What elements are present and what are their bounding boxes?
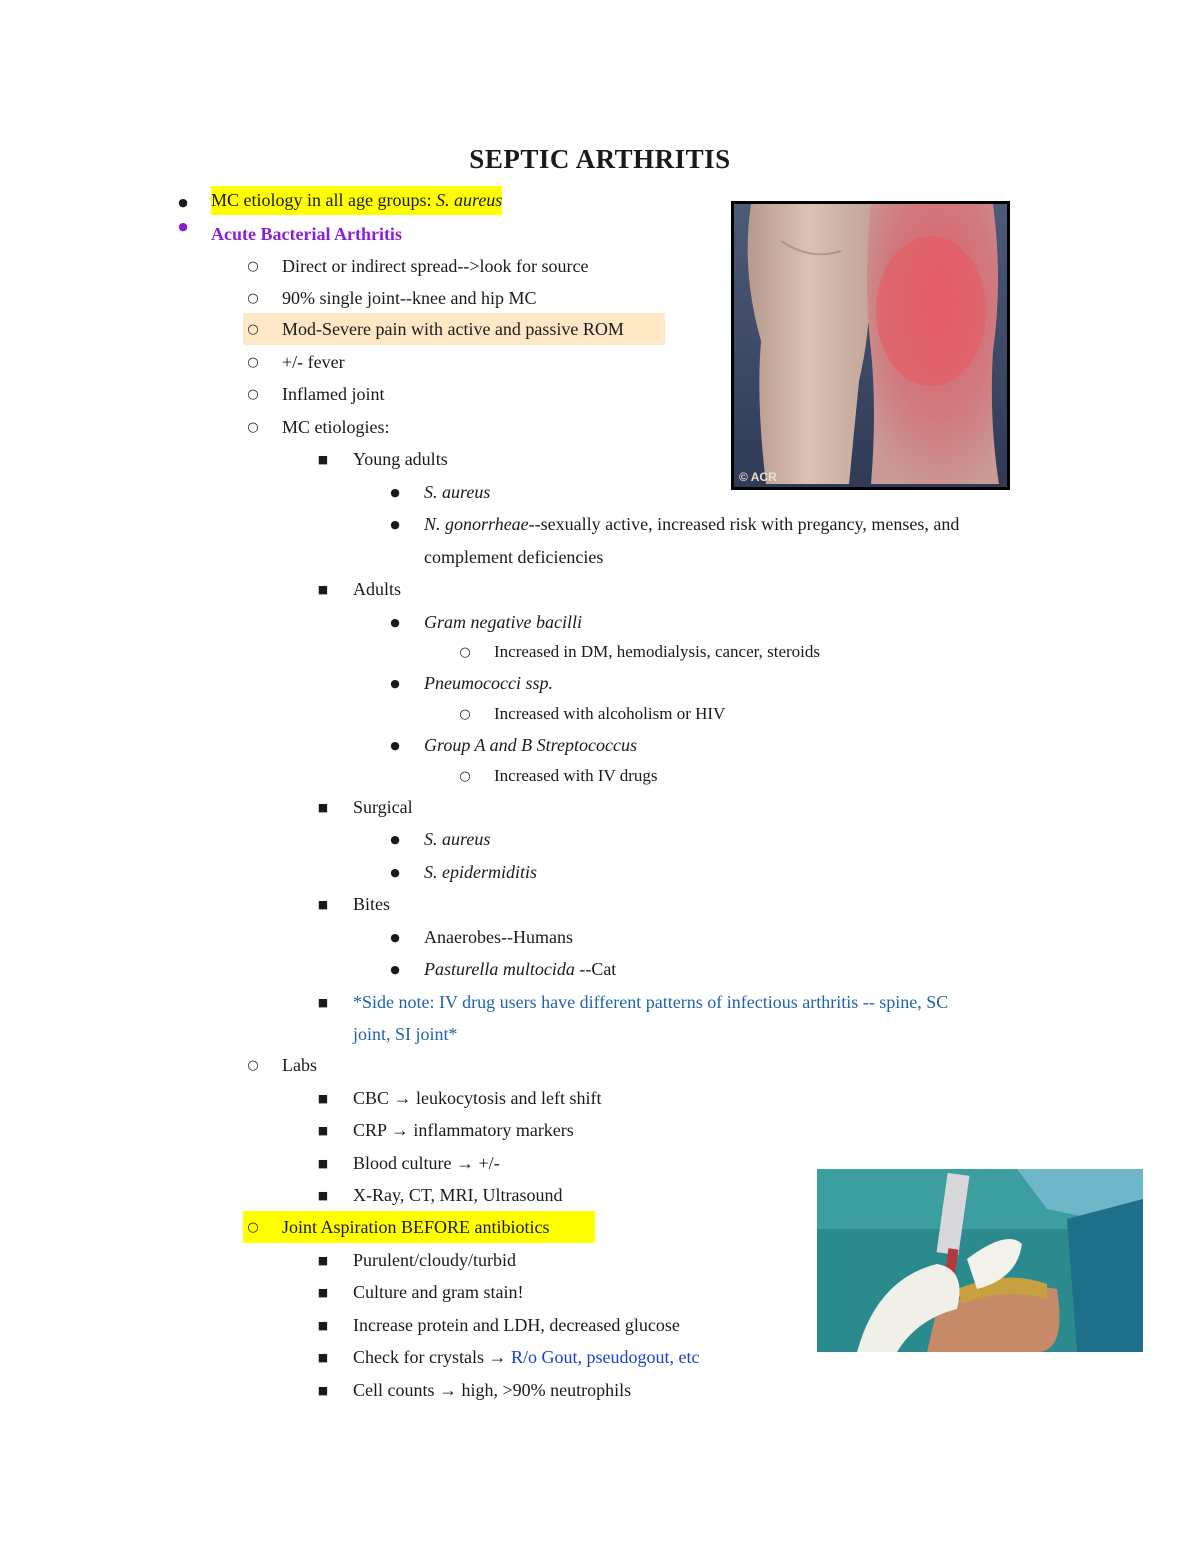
- bullet-square-icon: [313, 791, 333, 824]
- bullet-disc-icon: [385, 508, 405, 541]
- list-item: Surgical: [353, 797, 413, 817]
- list-item: X-Ray, CT, MRI, Ultrasound: [353, 1185, 563, 1205]
- list-item: Pneumococci ssp.: [424, 673, 553, 693]
- list-item: S. aureus: [424, 482, 491, 502]
- bullet-circle-icon: [243, 411, 263, 444]
- crystals-link: R/o Gout, pseudogout, etc: [510, 1347, 700, 1367]
- list-item: MC etiologies:: [282, 417, 390, 437]
- list-item: S. epidermiditis: [424, 862, 537, 882]
- list-item: Culture and gram stain!: [353, 1282, 524, 1302]
- list-item: 90% single joint--knee and hip MC: [282, 288, 537, 308]
- bullet-disc-icon: [385, 856, 405, 889]
- list-item: Young adults: [353, 449, 448, 469]
- bullet-circle-icon: [455, 761, 475, 792]
- list-item: Adults: [353, 579, 402, 599]
- bullet-circle-icon: [243, 1049, 263, 1082]
- bullet-circle-icon: [243, 250, 263, 283]
- bullet-circle-icon: [243, 313, 263, 346]
- bullet-square-icon: [313, 986, 333, 1019]
- joint-aspiration-photo: [817, 1169, 1143, 1352]
- list-item: +/- fever: [282, 352, 345, 372]
- bullet-disc-icon: [173, 218, 193, 234]
- bullet-circle-icon: [243, 1211, 263, 1244]
- list-item: Joint Aspiration BEFORE antibiotics: [282, 1217, 550, 1237]
- bullet-square-icon: [313, 1374, 333, 1407]
- section-heading: Acute Bacterial Arthritis: [211, 224, 402, 244]
- list-item: MC etiology in all age groups: S. aureus: [211, 186, 502, 215]
- list-item: CRP → inflammatory markers: [353, 1120, 574, 1140]
- bullet-circle-icon: [455, 699, 475, 730]
- list-item: Inflamed joint: [282, 384, 385, 404]
- bullet-disc-icon: [385, 729, 405, 762]
- list-item: Anaerobes--Humans: [424, 927, 573, 947]
- bullet-square-icon: [313, 1341, 333, 1374]
- bullet-square-icon: [313, 1082, 333, 1115]
- list-item: CBC → leukocytosis and left shift: [353, 1088, 602, 1108]
- list-item: Cell counts → high, >90% neutrophils: [353, 1380, 632, 1400]
- swollen-knee-photo: [731, 201, 1010, 490]
- bullet-circle-icon: [243, 282, 263, 315]
- list-item: Bites: [353, 894, 391, 914]
- bullet-disc-icon: [173, 188, 193, 217]
- list-item-continuation: complement deficiencies: [424, 547, 604, 567]
- list-item: N. gonorrheae--sexually active, increased risk with pregancy, menses, and: [424, 514, 960, 534]
- side-note: *Side note: IV drug users have different patterns of infectious arthritis -- spine, SC: [353, 992, 949, 1012]
- photo-credit: © ACR: [739, 470, 777, 484]
- list-item: Group A and B Streptococcus: [424, 735, 637, 755]
- bullet-disc-icon: [385, 921, 405, 954]
- list-item: Increase protein and LDH, decreased glucose: [353, 1315, 680, 1335]
- list-item: S. aureus: [424, 829, 491, 849]
- bullet-disc-icon: [385, 953, 405, 986]
- side-note-continuation: joint, SI joint*: [353, 1024, 458, 1044]
- bullet-square-icon: [313, 1244, 333, 1277]
- bullet-square-icon: [313, 1147, 333, 1180]
- bullet-disc-icon: [385, 823, 405, 856]
- bullet-disc-icon: [385, 606, 405, 639]
- bullet-circle-icon: [455, 637, 475, 668]
- bullet-circle-icon: [243, 346, 263, 379]
- list-item: Increased with alcoholism or HIV: [494, 704, 726, 723]
- page-title: SEPTIC ARTHRITIS: [469, 144, 731, 174]
- list-item: Blood culture → +/-: [353, 1153, 500, 1173]
- list-item: Check for crystals → R/o Gout, pseudogout, etc: [353, 1347, 700, 1367]
- bullet-circle-icon: [243, 378, 263, 411]
- bullet-square-icon: [313, 1276, 333, 1309]
- list-item: Purulent/cloudy/turbid: [353, 1250, 516, 1270]
- bullet-square-icon: [313, 1114, 333, 1147]
- list-item: Labs: [282, 1055, 317, 1075]
- bullet-square-icon: [313, 888, 333, 921]
- list-item: Gram negative bacilli: [424, 612, 582, 632]
- list-item: Increased in DM, hemodialysis, cancer, steroids: [494, 642, 820, 661]
- bullet-square-icon: [313, 573, 333, 606]
- list-item: Mod-Severe pain with active and passive ROM: [282, 319, 624, 339]
- bullet-square-icon: [313, 443, 333, 476]
- bullet-square-icon: [313, 1309, 333, 1342]
- bullet-square-icon: [313, 1179, 333, 1212]
- list-item: Increased with IV drugs: [494, 766, 658, 785]
- list-item: Direct or indirect spread-->look for source: [282, 256, 589, 276]
- bullet-disc-icon: [385, 667, 405, 700]
- bullet-disc-icon: [385, 476, 405, 509]
- list-item: Pasturella multocida --Cat: [424, 959, 617, 979]
